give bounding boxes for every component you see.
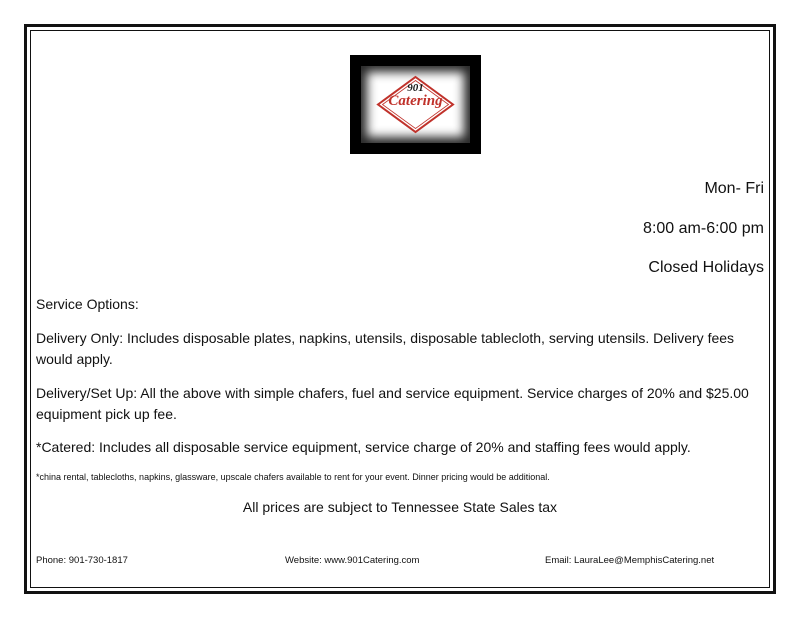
logo-name: Catering (388, 93, 443, 109)
logo-number: 901 (407, 82, 424, 94)
service-options-heading: Service Options: (36, 296, 139, 312)
footer-phone: Phone: 901-730-1817 (36, 555, 128, 566)
catered-description: *Catered: Includes all disposable service equipment, service charge of 20% and staffing fees would apply. (36, 439, 691, 455)
rental-footnote: *china rental, tablecloths, napkins, glassware, upscale chafers available to rent for your event. Dinner pricing would be additional. (36, 472, 550, 482)
holiday-note: Closed Holidays (648, 259, 764, 276)
footer-website: Website: www.901Catering.com (285, 555, 420, 566)
company-logo (350, 55, 481, 154)
sales-tax-note: All prices are subject to Tennessee State Sales tax (242, 499, 558, 515)
footer-email: Email: LauraLee@MemphisCatering.net (545, 555, 715, 566)
business-days: Mon- Fri (704, 180, 764, 197)
business-hours: 8:00 am-6:00 pm (643, 220, 764, 237)
delivery-setup-description: Delivery/Set Up: All the above with simple chafers, fuel and service equipment. Service charges of 20% and $25.00 equipment pick up fee. (36, 385, 749, 422)
delivery-only-description: Delivery Only: Includes disposable plates, napkins, utensils, disposable tablecloth, serving utensils. Delivery fees would apply. (36, 330, 735, 367)
